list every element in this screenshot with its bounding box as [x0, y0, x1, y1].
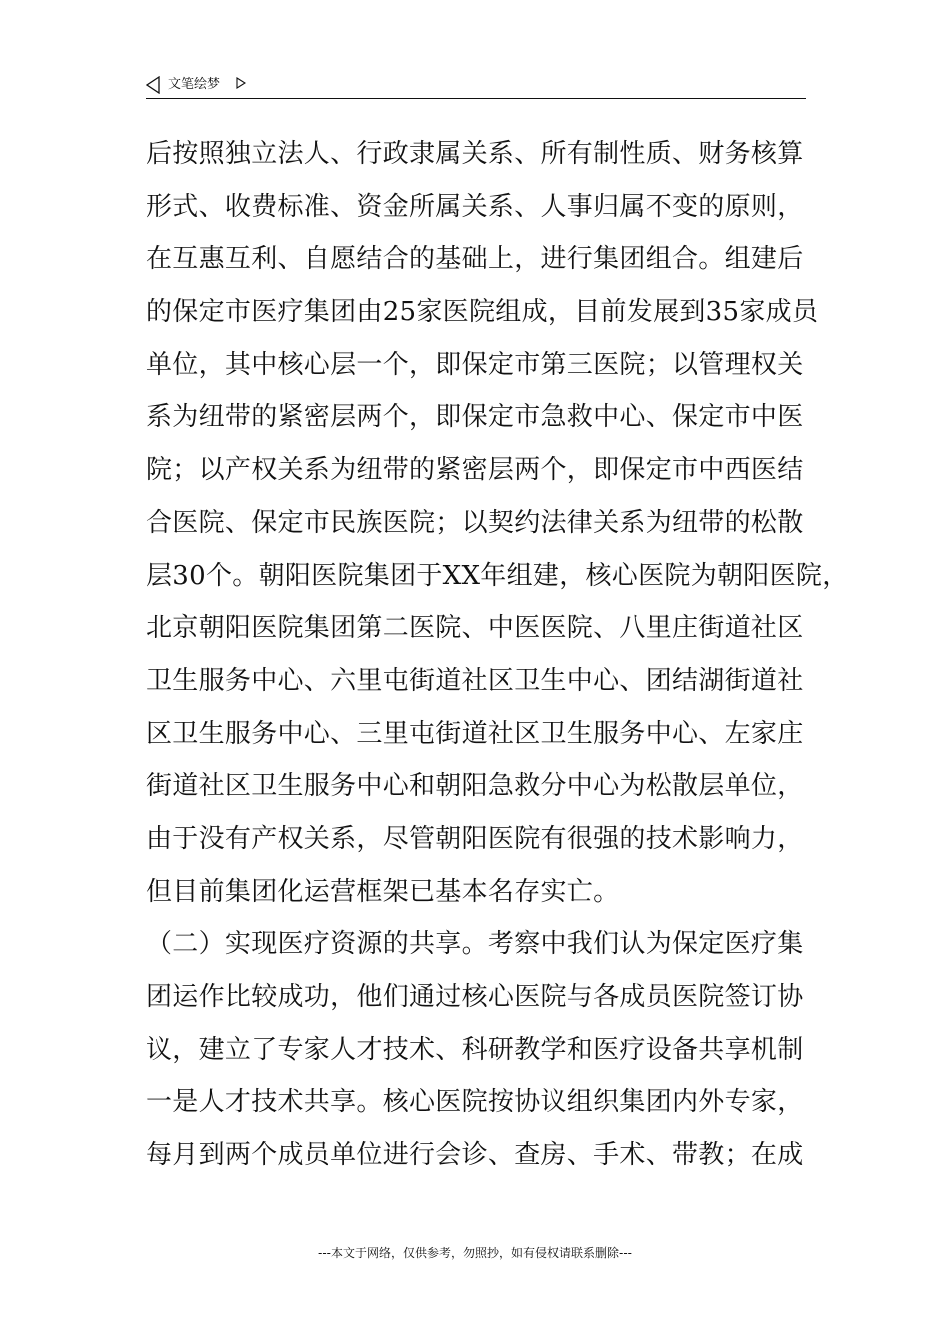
text-line: 层30个。朝阳医院集团于XX年组建，核心医院为朝阳医院，: [146, 560, 849, 591]
text-line: （二）实现医疗资源的共享。考察中我们认为保定医疗集: [146, 929, 804, 960]
text-line: 区卫生服务中心、三里屯街道社区卫生服务中心、左家庄: [146, 718, 804, 749]
text-line: 后按照独立法人、行政隶属关系、所有制性质、财务核算: [146, 139, 804, 169]
text-line: 形式、收费标准、资金所属关系、人事归属不变的原则，: [146, 191, 804, 222]
header-brand: 文笔绘梦: [168, 77, 221, 92]
text-line: 议，建立了专家人才技术、科研教学和医疗设备共享机制: [146, 1034, 804, 1065]
text-line: 单位，其中核心层一个，即保定市第三医院；以管理权关: [146, 349, 804, 380]
footer-notice: ---本文于网络，仅供参考，勿照抄，如有侵权请联系删除---: [318, 1246, 632, 1260]
text-line: 系为纽带的紧密层两个，即保定市急救中心、保定市中医: [146, 402, 804, 433]
text-line: 每月到两个成员单位进行会诊、查房、手术、带教；在成: [146, 1140, 804, 1171]
text-line: 北京朝阳医院集团第二医院、中医医院、八里庄街道社区: [146, 613, 804, 644]
text-line: 街道社区卫生服务中心和朝阳急救分中心为松散层单位，: [146, 771, 804, 802]
right-triangle-icon: [236, 77, 246, 89]
document-body: [146, 128, 849, 1182]
text-line: 但目前集团化运营框架已基本名存实亡。: [146, 876, 620, 907]
text-line: 在互惠互利、自愿结合的基础上，进行集团组合。组建后: [146, 244, 804, 275]
text-line: 合医院、保定市民族医院；以契约法律关系为纽带的松散: [146, 507, 804, 538]
page-header: [146, 74, 806, 99]
text-line: 一是人才技术共享。核心医院按协议组织集团内外专家，: [146, 1087, 804, 1118]
left-triangle-icon: [146, 76, 160, 94]
text-line: 由于没有产权关系，尽管朝阳医院有很强的技术影响力，: [146, 823, 804, 854]
text-line: 院；以产权关系为纽带的紧密层两个，即保定市中西医结: [146, 455, 804, 486]
text-line: 的保定市医疗集团由25家医院组成，目前发展到35家成员: [146, 297, 819, 328]
text-line: 团运作比较成功，他们通过核心医院与各成员医院签订协: [146, 982, 804, 1012]
text-line: 卫生服务中心、六里屯街道社区卫生中心、团结湖街道社: [146, 665, 804, 696]
